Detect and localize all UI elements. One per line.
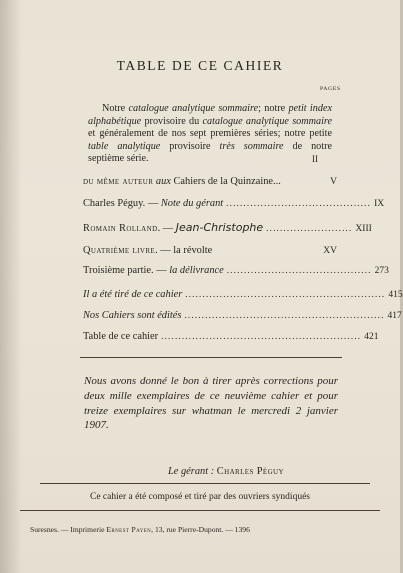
pages-column-label: PAGES bbox=[320, 86, 341, 92]
toc-entry-du-meme-auteur: du même auteur aux Cahiers de la Quinzaine... V bbox=[83, 176, 337, 187]
divider bbox=[40, 483, 370, 484]
toc-page-number: XV bbox=[323, 246, 337, 256]
toc-entry-quatrieme-livre: Quatrième livre. — la révolte XV bbox=[83, 245, 337, 256]
toc-page-number: 421 bbox=[364, 332, 379, 342]
toc-entry-note-du-gerant: Charles Péguy. — Note du gérant .......................................... IX bbox=[83, 198, 385, 209]
divider bbox=[80, 357, 342, 358]
toc-entry-jean-christophe: Romain Rolland. — Jean-Christophe ......................... XIII bbox=[83, 221, 372, 234]
toc-page-number: 273 bbox=[374, 266, 389, 276]
toc-page-number: 415 bbox=[388, 290, 403, 300]
toc-entry-cahiers-edites: Nos Cahiers sont édités .......................................................... 417 bbox=[83, 310, 402, 321]
gerant-signature-line: Le gérant : Charles Péguy bbox=[168, 466, 284, 477]
toc-page-number: V bbox=[330, 177, 337, 187]
toc-entry-troisieme-partie: Troisième partie. — la délivrance .......................................... 273 bbox=[83, 265, 389, 276]
page-title: TABLE DE CE CAHIER bbox=[116, 58, 284, 73]
intro-page-number: II bbox=[312, 154, 318, 164]
toc-page-number: 417 bbox=[387, 311, 402, 321]
printing-note: Nous avons donné le bon à tirer après corrections pour deux mille exemplaires de ce neuvième cahier et pour treize exemplaires sur whatman le mercredi 2 janvier 1907. bbox=[84, 375, 338, 432]
composition-note: Ce cahier a été composé et tiré par des ouvriers syndiqués bbox=[89, 492, 310, 502]
page-gutter-shadow bbox=[0, 0, 22, 573]
toc-entry-tirage: Il a été tiré de ce cahier .......................................................... 415 bbox=[83, 289, 403, 300]
intro-paragraph: Notre catalogue analytique sommaire; notre petit index alphabétique provisoire du catalogue analytique sommaire et généralement de nos sept premières séries; notre petite table analytique provisoire très sommaire de notre septième série. bbox=[88, 103, 333, 165]
divider bbox=[20, 510, 380, 511]
toc-page-number: IX bbox=[374, 199, 385, 209]
toc-page-number: XIII bbox=[355, 224, 372, 234]
imprint-line: Suresnes. — Imprimerie Ernest Payen, 13, rue Pierre-Dupont. — 1396 bbox=[30, 525, 250, 534]
toc-entry-table: Table de ce cahier .......................................................... 421 bbox=[83, 331, 379, 342]
